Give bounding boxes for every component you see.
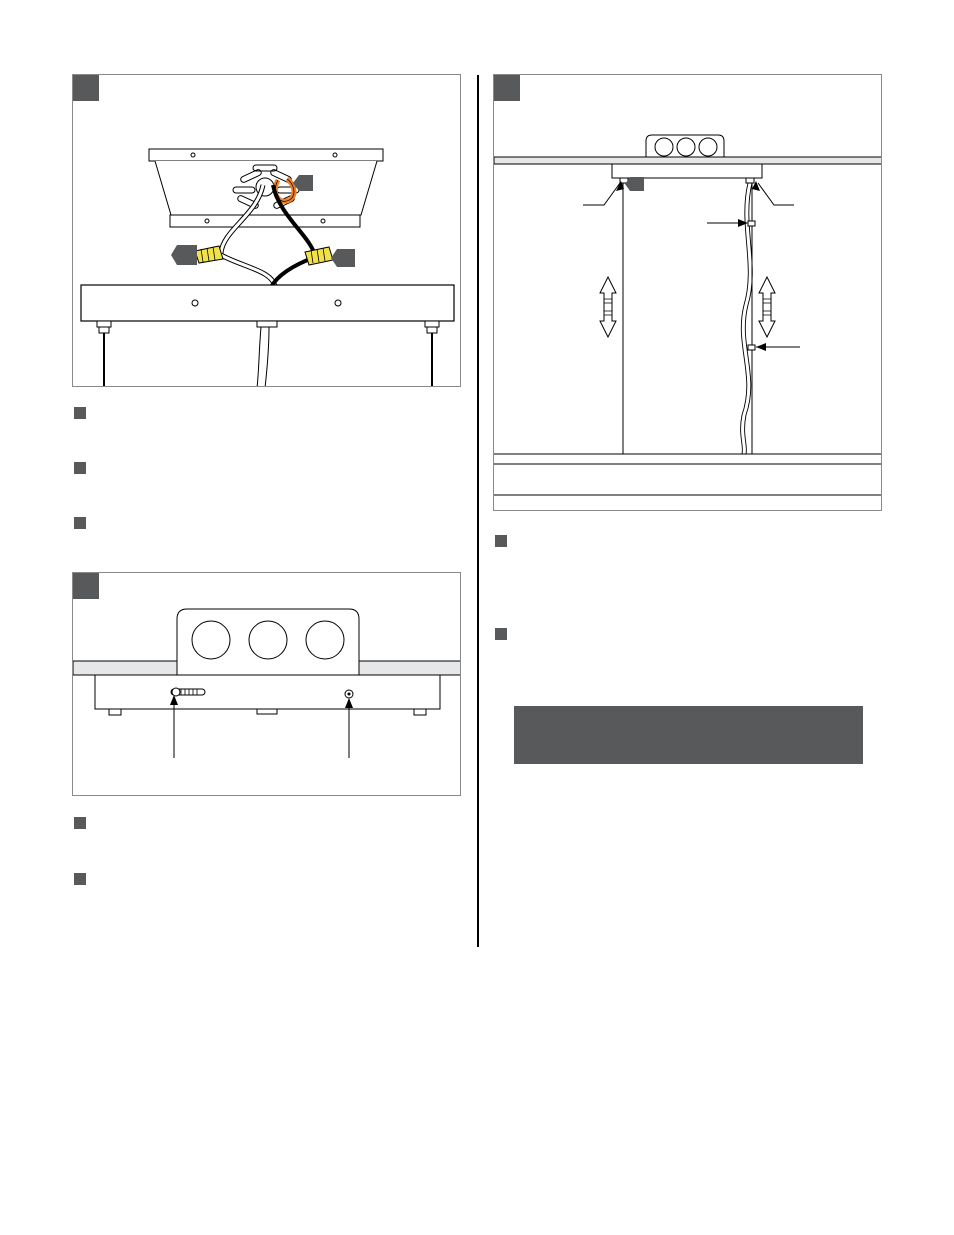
- ceiling: [494, 157, 882, 164]
- canopy: [149, 149, 383, 227]
- cord-clip: [748, 345, 755, 350]
- callout-tag-connector-right: [331, 249, 355, 267]
- step-badge: [72, 572, 99, 599]
- note-box: [514, 706, 863, 764]
- wire-connector-right: [305, 247, 333, 265]
- suspension-panel: [493, 74, 882, 511]
- adjust-arrow-right: [759, 277, 775, 337]
- instruction-bullet: [74, 873, 86, 885]
- fixture-housing: [95, 675, 440, 715]
- mounting-screw-left: [171, 688, 205, 696]
- canopy: [612, 164, 762, 178]
- wiring-diagram: [73, 75, 461, 387]
- callout-tag-connector-left: [171, 245, 197, 265]
- column-divider: [477, 75, 479, 947]
- mounting-screw-right: [345, 690, 353, 698]
- fixture-housing: [81, 285, 454, 333]
- instruction-bullet: [74, 517, 86, 529]
- step-badge: [493, 74, 520, 101]
- junction-box: [177, 609, 359, 675]
- mounting-screws-diagram: [73, 573, 461, 796]
- instruction-bullet: [495, 535, 507, 547]
- adjust-arrow-left: [600, 277, 616, 337]
- power-cord: [257, 327, 269, 387]
- wire-connector-left: [195, 246, 223, 263]
- instruction-bullet: [74, 817, 86, 829]
- instruction-bullet: [74, 407, 86, 419]
- fixture-housing: [494, 454, 882, 495]
- junction-box: [646, 135, 724, 157]
- wiring-diagram-panel: [72, 74, 461, 387]
- instruction-bullet: [495, 628, 507, 640]
- cord-clip: [748, 221, 755, 226]
- suspension-diagram: [494, 75, 882, 511]
- mounting-screws-panel: [72, 572, 461, 796]
- step-badge: [72, 74, 99, 101]
- instruction-bullet: [74, 462, 86, 474]
